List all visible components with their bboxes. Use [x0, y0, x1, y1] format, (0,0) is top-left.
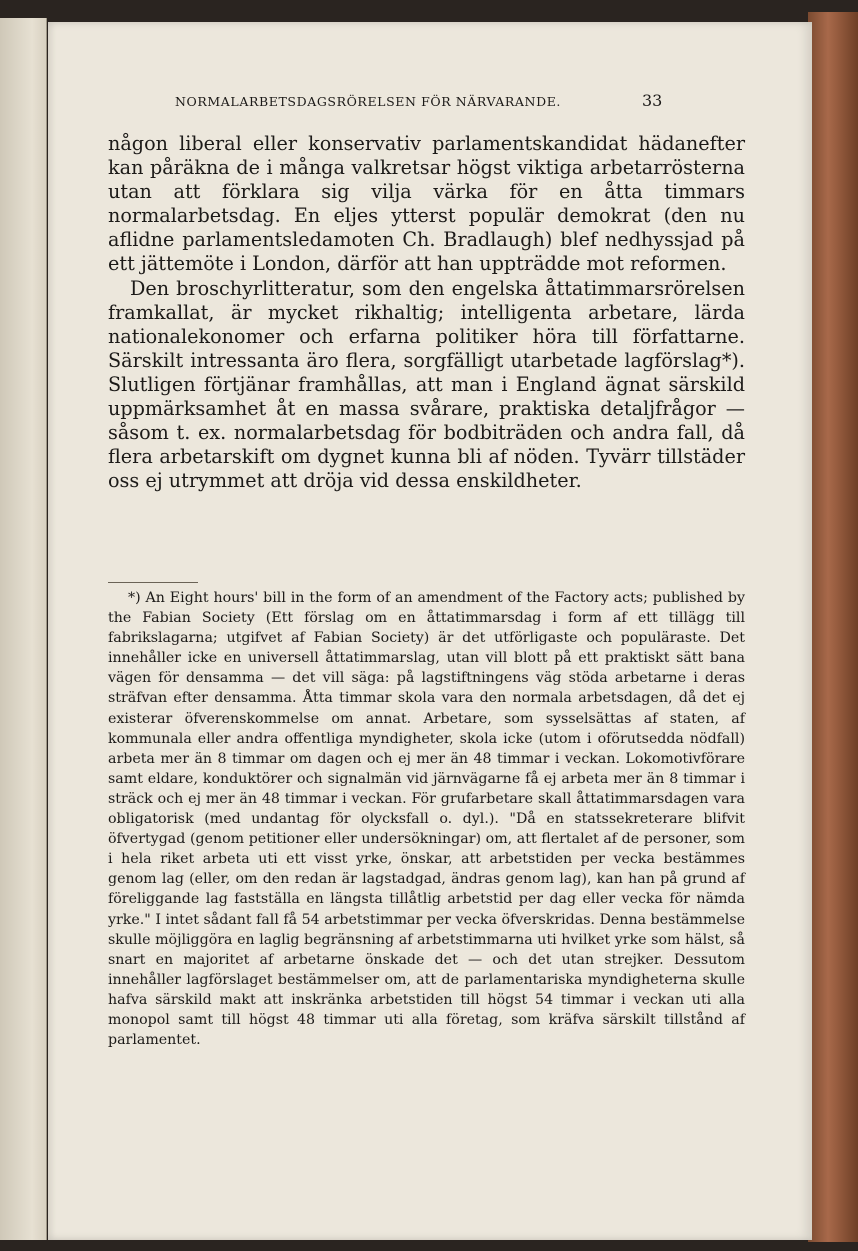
footnote: [108, 588, 745, 1050]
facing-page-edge: [0, 18, 47, 1240]
main-text: [108, 132, 745, 493]
paragraph: någon liberal eller konservativ parlamentskandidat hädanefter kan påräkna de i många valkretsar högst viktiga arbetarrösterna utan att förklara sig vilja värka för en åtta timmars normalarbetsdag. En eljes ytterst populär demokrat (den nu aflidne parlamentsledamoten Ch. Bradlaugh) blef nedhyssjad på ett jättemöte i London, därför att han uppträdde mot reformen.: [108, 132, 745, 276]
running-header: NORMALARBETSDAGSRÖRELSEN FÖR NÄRVARANDE.: [175, 94, 562, 109]
book-page: [48, 22, 812, 1240]
footnote-divider: [108, 582, 198, 583]
paragraph: Den broschyrlitteratur, som den engelska åttatimmarsrörelsen framkallat, är mycket rikhaltig; intelligenta arbetare, lärda nationalekonomer och erfarna politiker höra till författarne. Särskilt intressanta äro flera, sorgfälligt utarbetade lagförslag*). Slutligen förtjänar framhållas, att man i England ägnat särskild uppmärksamhet åt en massa svårare, praktiska detaljfrågor — såsom t. ex. normalarbetsdag för bodbiträden och andra fall, då flera arbetarskift om dygnet kunna bli af nöden. Tyvärr tillstäder oss ej utrymmet att dröja vid dessa enskildheter.: [108, 276, 745, 493]
page-number: 33: [642, 91, 663, 110]
book-cover-edge: [808, 12, 858, 1242]
footnote-text: *) An Eight hours' bill in the form of an amendment of the Factory acts; published by the Fabian Society (Ett förslag om en åttatimmarsdag i form af ett tillägg till fabrikslagarna; utgifvet af Fabian Society) är det utförligaste och populäraste. Det innehåller icke en universell åttatimmarslag, utan vill blott på ett praktiskt sätt bana vägen för densamma — det vill säga: på lagstiftningens väg stöda arbetarne i deras sträfvan efter densamma. Åtta timmar skola vara den normala arbetsdagen, då det ej existerar öfverenskommelse om annat. Arbetare, som sysselsättas af staten, af kommunala eller andra offentliga myndigheter, skola icke (utom i oförutsedda nödfall) arbeta mer än 8 timmar om dagen och ej mer än 48 timmar i veckan. Lokomotivförare samt eldare, konduktörer och signalmän vid järnvägarne få ej arbeta mer än 8 timmar i sträck och ej mer än 48 timmar i veckan. För grufarbetare skall åttatimmarsdagen vara obligatorisk (med undantag för olycksfall o. dyl.). "Då en statssekreterare blifvit öfvertygad (genom petitioner eller undersökningar) om, att flertalet af de personer, som i hela riket arbeta uti ett visst yrke, önskar, att arbetstiden per vecka bestämmes genom lag (eller, om den redan är lagstadgad, ändras genom lag), kan han på grund af föreliggande lag fastställa en längsta tillåtlig arbetstid per dag eller vecka för nämda yrke." I intet sådant fall få 54 arbetstimmar per vecka öfverskridas. Denna bestämmelse skulle möjliggöra en laglig begränsning af arbetstimmarna uti hvilket yrke som hälst, så snart en majoritet af arbetarne önskade det — och det utan strejker. Dessutom innehåller lagförslaget bestämmelser om, att de parlamentariska myndigheterna skulle hafva särskild makt att inskränka arbetstiden till högst 54 timmar i veckan uti alla monopol samt till högst 48 timmar uti alla företag, som kräfva särskilt tillstånd af parlamentet.: [108, 590, 745, 1049]
